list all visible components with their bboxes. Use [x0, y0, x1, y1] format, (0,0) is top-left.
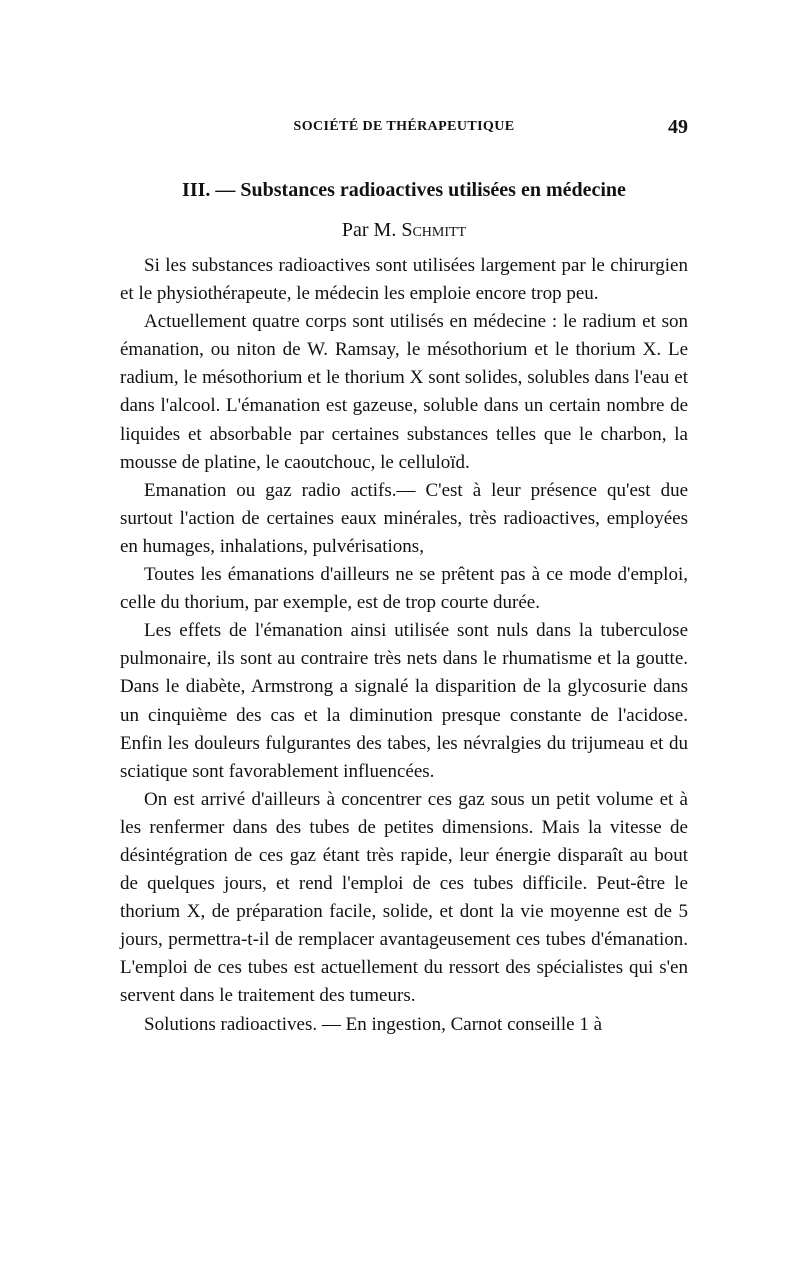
section-title: III. — Substances radioactives utilisées en médecine [182, 179, 626, 201]
page-number: 49 [668, 116, 688, 138]
paragraph: Toutes les émanations d'ailleurs ne se prêtent pas à ce mode d'emploi, celle du thorium, par exemple, est de trop courte durée. [120, 564, 688, 614]
running-header [120, 116, 688, 138]
byline [120, 216, 688, 244]
paragraph: Actuellement quatre corps sont utilisés en médecine : le radium et son émanation, ou niton de W. Ramsay, le mésothorium et le thorium X. Le radium, le mésothorium et le thorium X sont solides, solubles dans l'eau et dans l'alcool. L'émanation est gazeuse, soluble dans un certain nombre de liquides et absorbable par certaines substances telles que le charbon, la mousse de platine, le caoutchouc, le celluloïd. [120, 311, 688, 473]
paragraph: Si les substances radioactives sont utilisées largement par le chirurgien et le physiothérapeute, le médecin les emploie encore trop peu. [120, 255, 688, 305]
paragraph: Emanation ou gaz radio actifs.— C'est à leur présence qu'est due surtout l'action de certaines eaux minérales, très radioactives, employées en humages, inhalations, pulvérisations, [120, 479, 688, 557]
paragraph: Les effets de l'émanation ainsi utilisée sont nuls dans la tuberculose pulmonaire, ils sont au contraire très nets dans le rhumatisme et la goutte. Dans le diabète, Armstrong a signalé la disparition de la glycosurie dans un cinquième des cas et la diminution presque constante de l'acidose. Enfin les douleurs fulgurantes des tabes, les névralgies du trijumeau et du sciatique sont favorablement influencées. [120, 620, 688, 782]
running-title: SOCIÉTÉ DE THÉRAPEUTIQUE [293, 119, 515, 134]
body-text [120, 252, 688, 1039]
byline-prefix: Par M. [341, 219, 402, 241]
paragraph: Solutions radioactives. — En ingestion, Carnot conseille 1 à [144, 1013, 603, 1035]
paragraph: On est arrivé d'ailleurs à concentrer ces gaz sous un petit volume et à les renfermer dans des tubes de petites dimensions. Mais la vitesse de désintégration de ces gaz étant très rapide, leur énergie disparaît au bout de quelques jours, et rend l'emploi de ces tubes difficile. Peut-être le thorium X, de préparation facile, solide, et dont la vie moyenne est de 5 jours, permettra-t-il de remplacer avantageusement ces tubes d'émanation. L'emploi de ces tubes est actuellement du ressort des spécialistes qui s'en servent dans le traitement des tumeurs. [120, 788, 688, 1007]
author-name: Schmitt [401, 219, 467, 241]
